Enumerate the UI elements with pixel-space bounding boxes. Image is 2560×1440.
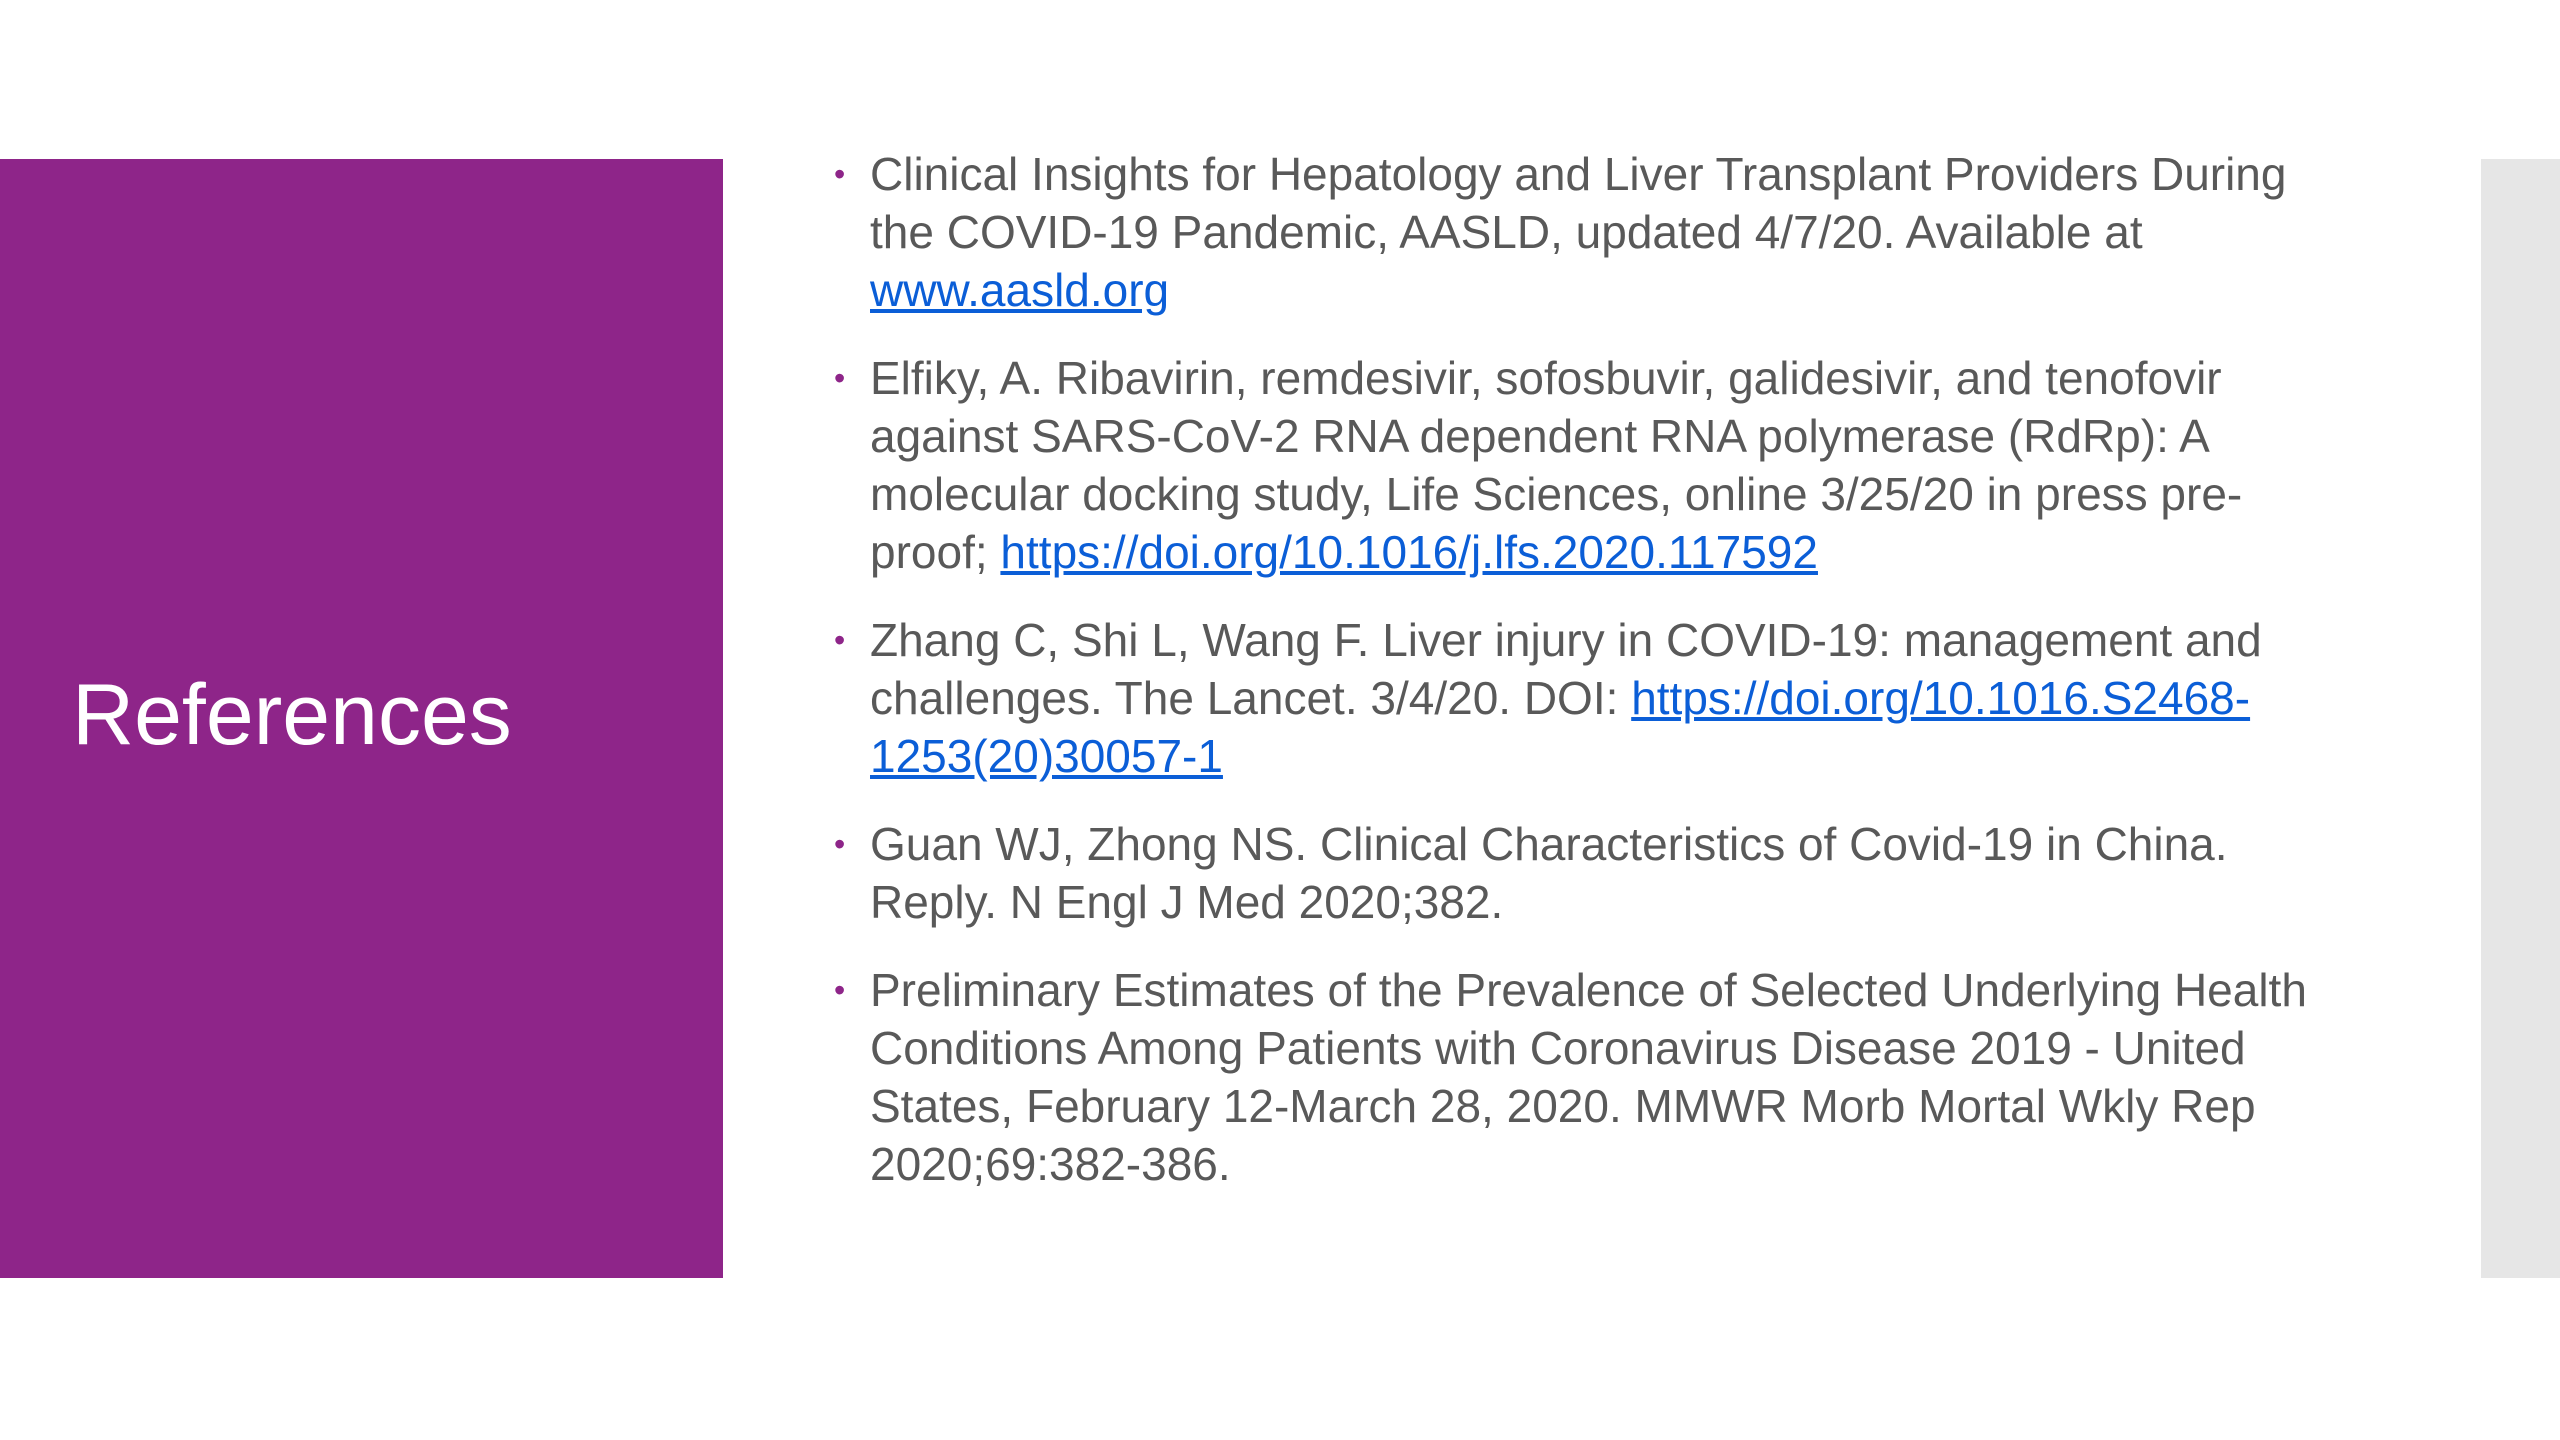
reference-item xyxy=(830,349,2350,581)
reference-text: Clinical Insights for Hepatology and Liver Transplant Providers During the COVID-19 Pandemic, AASLD, updated 4/7/20. Available at xyxy=(870,148,2287,258)
bullet-icon: • xyxy=(834,622,846,658)
reference-item xyxy=(830,961,2350,1193)
reference-item xyxy=(830,145,2350,319)
reference-link-elfiky-doi[interactable]: https://doi.org/10.1016/j.lfs.2020.117592 xyxy=(1000,526,1818,578)
right-accent-strip xyxy=(2481,159,2560,1278)
references-list xyxy=(830,145,2350,1223)
bullet-icon: • xyxy=(834,360,846,396)
bullet-icon: • xyxy=(834,156,846,192)
reference-item xyxy=(830,611,2350,785)
bullet-icon: • xyxy=(834,826,846,862)
reference-text: Guan WJ, Zhong NS. Clinical Characteristics of Covid-19 in China. Reply. N Engl J Med 2020;382. xyxy=(870,818,2228,928)
reference-text: Elfiky, A. Ribavirin, remdesivir, sofosbuvir, galidesivir, and tenofovir against SARS-CoV-2 RNA dependent RNA polymerase (RdRp): A molecular docking study, Life Sciences, online 3/25/20 in press pre-proof; xyxy=(870,352,2243,578)
bullet-icon: • xyxy=(834,972,846,1008)
reference-item xyxy=(830,815,2350,931)
reference-link-lancet-doi[interactable]: https://doi.org/10.1016.S2468-1253(20)30057-1 xyxy=(870,672,2251,782)
slide-title: References xyxy=(72,667,512,763)
reference-link-aasld[interactable]: www.aasld.org xyxy=(870,264,1170,316)
reference-text: Zhang C, Shi L, Wang F. Liver injury in COVID-19: management and challenges. The Lancet. 3/4/20. DOI: xyxy=(870,614,2262,724)
reference-text: Preliminary Estimates of the Prevalence of Selected Underlying Health Conditions Among Patients with Coronavirus Disease 2019 - United States, February 12-March 28, 2020. MMWR Morb Mortal Wkly Rep 2020;69:382-386. xyxy=(870,964,2307,1190)
